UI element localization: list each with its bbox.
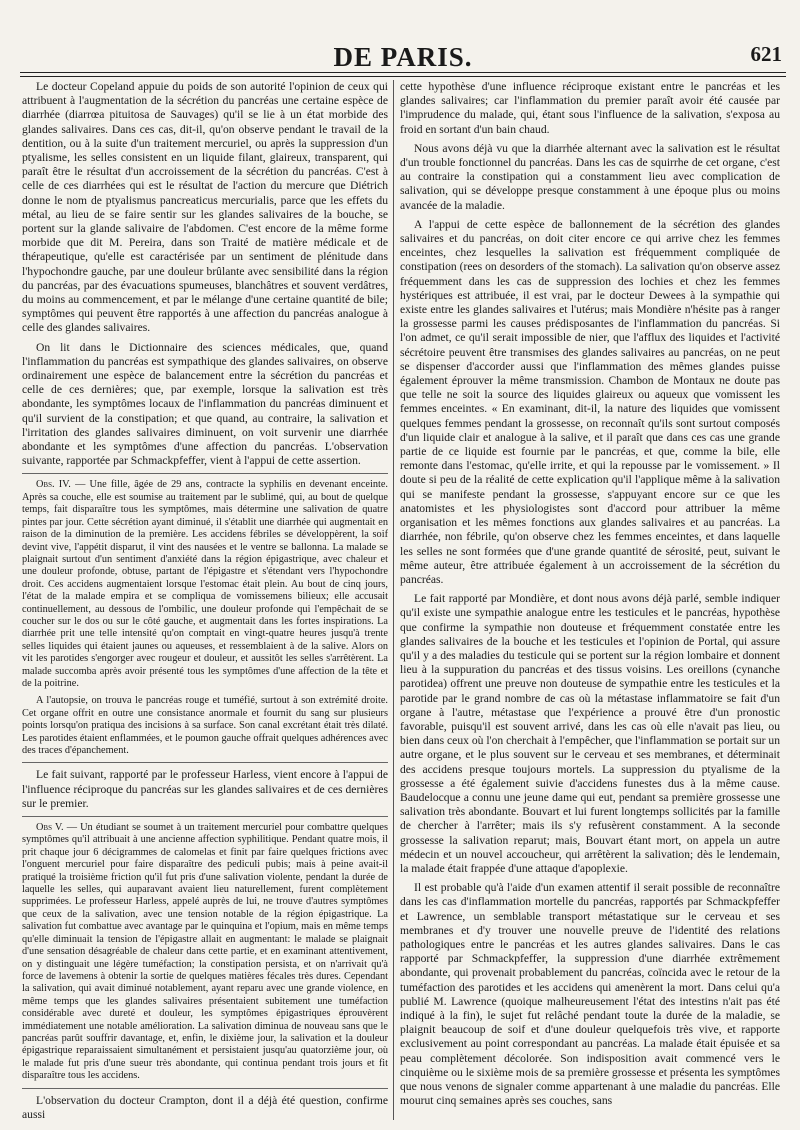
left-column [22, 80, 388, 1124]
header-rule-thin [20, 76, 786, 77]
observation-text: — Une fille, âgée de 29 ans, contracte la syphilis en devenant enceinte. Après sa couche, elle est soumise au traitement par le sublimé, qui, au bout de quelque temps, fait disparaître tous les symptômes, mais détermine une salivation de quatre pintes par jour. Cette sécrétion ayant diminué, il s'établit une diarrhée qui augmentait en raison de la diminution de la première. Les accidens fébriles se développèrent, la soif devint vive, l'appétit disparut, il vint des nausées et le ventre se ballonna. La malade se plaignait surtout d'un sentiment d'anxiété dans la région épigastrique, avec chaleur et une douleur profonde, obtuse, partant de l'épigastre et s'étendant vers l'hypochondre droit. Ces accidens augmentaient lorsque l'estomac était plein. Au bout de cinq jours, l'état de la malade empira et se compliqua de vomissemens bilieux; elle accusait continuellement, au dessous de l'ombilic, une douleur profonde qui l'empêchait de se coucher sur le dos ou sur le côté gauche, et augmentait dans les fortes inspirations. La diarrhée prit une telle intensité qu'on comptait en vingt-quatre heures jusqu'à trente selles liquides qui étaient jaunes ou aqueuses, et ressemblaient à de la salive. Alors on vit les parotides s'engorger avec rougeur et douleur, et aussitôt les selles s'arrêtèrent. La malade succomba après avoir présenté tous les symptômes d'une affection de la tête et de la poitrine. [22, 479, 388, 689]
observation-label: Obs V. [36, 822, 64, 834]
section-divider [22, 473, 388, 474]
section-divider [22, 816, 388, 817]
section-divider [22, 1088, 388, 1089]
page-header [20, 34, 786, 70]
paragraph: L'observation du docteur Crampton, dont il a déjà été question, confirme aussi [22, 1093, 388, 1121]
paragraph: On lit dans le Dictionnaire des sciences médicales, que, quand l'inflammation du pancréas est sympathique des glandes salivaires, on observe ordinairement une espèce de balancement entre la sécrétion du pancréas et celle de ces dernières; que, par exemple, lorsque la salivation est très abondante, les symptômes locaux de l'inflammation du pancréas diminuent et qu'il survient de la constipation; et que quand, au contraire, la salivation et l'irritation des glandes salivaires diminuent, on voit survenir une diarrhée abondante et les symptômes d'une affection du pancréas. L'observation suivante, rapportée par Schmackpfeffer, vient à l'appui de cette assertion. [22, 340, 388, 468]
observation-paragraph [22, 822, 388, 1083]
paragraph: Nous avons déjà vu que la diarrhée alternant avec la salivation est le résultat d'un trouble fonctionnel du pancréas. Dans les cas de squirrhe de cet organe, c'est au contraire la constipation qui a constamment lieu avec complication de salivation, qui se développe presque constamment à une époque plus ou moins avancée de la maladie. [400, 141, 780, 212]
observation-paragraph: A l'autopsie, on trouva le pancréas rouge et tuméfié, surtout à son extrémité droite. Cet organe offrit en outre une consistance anormale et fournit du sang sur plusieurs points lorsqu'on pratiqua des incisions à sa surface. Son canal excrétant était très dilaté. Les parotides étaient enflammées, et le poumon gauche offrait quelques adhérences avec des traces d'épanchement. [22, 695, 388, 757]
section-divider [22, 762, 388, 763]
paragraph: Le docteur Copeland appuie du poids de son autorité l'opinion de ceux qui attribuent à l'augmentation de la sécrétion du pancréas une certaine espèce de diarrhée (diarrœa pituitosa de Sauvages) qu'il se lie à un état morbide des glandes salivaires. Dans ces cas, dit-il, qu'on observe pendant le travail de la dentition, ou à la suite d'un traitement mercuriel, ou après la suppression d'un ptyalisme, les selles consistent en un liquide filant, glaireux, transparent, qui paraît être le résultat d'un accroissement de la sécrétion du pancréas. C'est à celle de ces diarrhées qui est le résultat de l'action du mercure que Diétrich donne le nom de ptyalismus pancreaticus mercurialis, parce que les effets du métal, au lieu de se faire sentir sur les glandes salivaires de la bouche, se portent sur la glande salivaire de l'abdomen. C'est encore de la même forme morbide que dit M. Pereira, dans son Traité de matière médicale et de thérapeutique, qu'elle est caractérisée par un sentiment de plénitude dans l'hypochondre gauche, par une douleur brûlante avec sensibilité dans la région du pancréas, par des évacuations spumeuses, blanchâtres et souvent verdâtres, du moins au commencement, et par le mélange d'une certaine quantité de bile; symptômes qui peuvent être rapportés à une affection du pancréas analogue à celle des glandes salivaires. [22, 80, 388, 335]
running-title: DE PARIS. [333, 42, 473, 72]
observation-text: — Un étudiant se soumet à un traitement mercuriel pour combattre quelques symptômes qu'il attribuait à une ancienne affection syphilitique. Pendant quatre mois, il prit chaque jour 6 décigrammes de calomelas et finit par faire quelques frictions avec l'onguent mercuriel pour faire disparaître des pediculi pubis; mais à peine avait-il pratiqué la troisième friction qu'il fut pris d'une salivation violente, pendant la durée de laquelle les selles, qui auparavant avaient lieu naturellement, furent complètement supprimées. Le professeur Harless, appelé auprès de lui, ne trouve d'autres symptômes que ceux de la salivation, avec une tension notable de la région épigastrique. La salivation fut combattue avec avantage par le quinquina et l'opium, mais en même temps qu'elle diminuait la tension de l'épigastre allait en augmentant: le malade se plaignait d'une sensation désagréable de chaleur dans cette partie, et en examinant attentivement, on y distinguait une légère tuméfaction; la constipation persista, et on n'arrivait qu'à force de lavemens à obtenir la sortie de quelques matières fécales très dures. Cependant la salivation, qui avait diminué notablement, ayant reparu avec une grande violence, en même temps que les glandes salivaires présentaient subitement une tuméfaction considérable avec dureté et douleur, les symptômes épigastriques éprouvèrent immédiatement une notable amélioration. La salivation diminua de nouveau sans que le pancréas parût souffrir davantage, et, enfin, le dixième jour, la salivation et la douleur épigastrique reparaissaient simultanément et persistaient jusqu'au quatorzième jour, où le malade fut pris d'une sueur très abondante, qui continua pendant trois jours et fit disparaître tous les accidens. [22, 822, 388, 1082]
page-number: 621 [750, 42, 782, 66]
paragraph: A l'appui de cette espèce de ballonnement de la sécrétion des glandes salivaires et du pancréas, on doit citer encore ce qui arrive chez les femmes enceintes, chez lesquelles la salivation est fréquemment compliquée de constipation (rees on desorders of the stomach). La salivation qu'on observe assez fréquemment dans les cas de suppression des lochies et chez les femmes hystériques est attribuée, il est vrai, par le docteur Dewees à la sympathie qui existe entre les glandes salivaires et l'utérus; mais Mondière n'hésite pas à ranger la grossesse parmi les causes prédisposantes de l'inflammation du pancréas. Si l'on admet, ce qu'il serait impossible de nier, que l'afflux des liquides et l'activité sécrétoire peuvent être transmises des glandes salivaires au pancréas, on ne peut se dispenser d'accorder aussi que l'inflammation des mêmes glandes puisse également éprouver la même transmission. Chambon de Montaux ne doute pas que telle ne soit la source des liquides glaireux ou aqueux que vomissent les femmes enceintes. « En examinant, dit-il, la nature des liquides que vomissent quelques femmes pendant la grossesse, on reconnaît qu'ils sont surtout composés d'un liquide clair et analogue à la salive, et il paraît que dans ces cas une grande partie de ce liquide est fournie par le pancréas, et que, comme la bile, elle remonte dans l'estomac, qu'elle irrite, et qui la repousse par le vomissement. » Il doute si peu de la réalité de cette explication qu'il l'applique même à la salivation qui se manifeste pendant la grossesse, s'appuyant encore sur ce que les anatomistes et les physiologistes sont d'accord pour attribuer la même organisation et les mêmes fonctions aux glandes salivaires et au pancréas. La diarrhée, non fébrile, qu'on observe chez les femmes enceintes, et dans laquelle les selles ne sont formées que d'une grande quantité de sérosité, peut, suivant le même auteur, être attribuée également à un accroissement de la sécrétion du pancréas. [400, 217, 780, 586]
right-column [400, 80, 780, 1124]
observation-label: Obs. IV. [36, 479, 71, 491]
paragraph: Le fait rapporté par Mondière, et dont nous avons déjà parlé, semble indiquer qu'il existe une sympathie analogue entre les testicules et le pancréas, hypothèse que confirme la sympathie non douteuse et fréquemment constatée entre les glandes salivaires de la bouche et les testicules et l'opinion de Portal, qui assure qu'il y a des maladies du testicule qui se portent sur la région lombaire et donnent lieu à la suppuration du pancréas et des tissus voisins. Les oreillons (cynanche parotidea) offrent une preuve non douteuse de sympathie entre les testicules et la parotide par le grand nombre de cas où la métastase inflammatoire se fait d'un organe à l'autre, métastase que l'expérience a prouvé être d'un pronostic favorable, puisqu'il est souvent arrivé, dans les cas où elle n'avait pas lieu, ou bien dans ceux où l'on cherchait à l'empêcher, que l'inflammation se portait sur un autre organe, et le plus souvent sur le cerveau et ses membranes, et déterminait des accidens presque toujours mortels. La suppression du ptyalisme de la grossesse a été également suivie d'accidens funestes dus à la même cause. Baudelocque a connu une jeune dame qui eut, pendant sa première grossesse une salivation très abondante. Bouvart et lui furent longtemps sollicités par la famille de chercher à l'arrêter; mais ils s'y refusèrent constamment. A la seconde grossesse la salivation reparut; mais, Bouvart étant mort, on appela un autre médecin et un nouvel accoucheur, qui arrêtèrent la salivation; dès le lendemain, la malade était frappée d'une attaque d'apoplexie. [400, 592, 780, 875]
paragraph: Il est probable qu'à l'aide d'un examen attentif il serait possible de reconnaître dans les cas d'inflammation mortelle du pancréas, rapportés par Schmackpfeffer et Lawrence, un semblable transport métastatique sur le cerveau et ses membranes et d'y trouver une nouvelle preuve de l'identité des relations pathologiques entre le pancréas et les autres glandes salivaires. Dans le cas rapporté par Schmackpfeffer, la suppression d'une diarrhée extrêmement abondante, qui provenait probablement du pancréas, coïncida avec le retour de la tuméfaction des parotides et les accidens qui amenèrent la mort. Dans celui qu'a publié M. Lawrence (quoique malheureusement l'état des intestins n'ait pas été indiqué à la fin), le sujet fut relâché pendant toute la durée de la maladie, se plaignit beaucoup de soif et d'une douleur quelquefois très vive, et rapporte exclusivement au point correspondant au pancréas. La malade était épuisée et sa peau complètement décolorée. Son indisposition avait commencé vers le cinquième ou le sixième mois de sa première grossesse et présenta les symptômes que nous venons de signaler comme appartenant à une maladie du pancréas. Elle mourut cinq semaines après ses couches, sans [400, 881, 780, 1108]
paragraph: cette hypothèse d'une influence réciproque existant entre le pancréas et les glandes salivaires; car l'inflammation du premier paraît avoir été causée par l'imprudence du malade, qui, étant sous l'influence de la salivation, s'exposa au froid en sortant d'un bain chaud. [400, 80, 780, 136]
paragraph: Le fait suivant, rapporté par le professeur Harless, vient encore à l'appui de l'influence réciproque du pancréas sur les glandes salivaires et de ces dernières sur le premier. [22, 768, 388, 810]
column-divider [393, 80, 394, 1120]
header-rule [20, 72, 786, 73]
observation-paragraph [22, 479, 388, 690]
